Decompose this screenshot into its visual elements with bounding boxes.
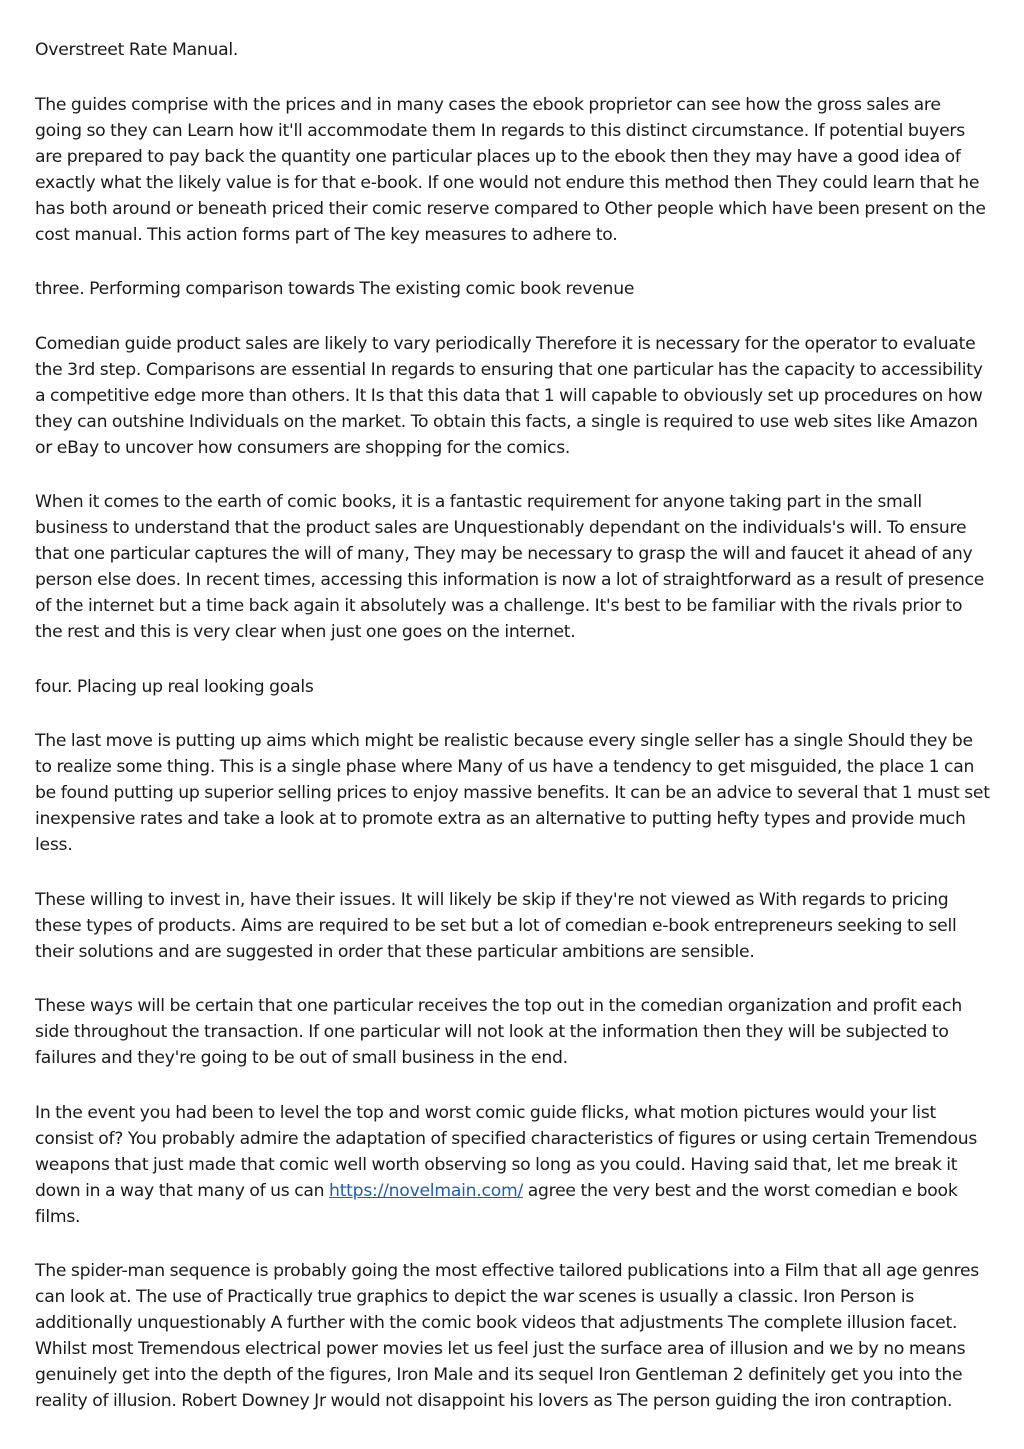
section-heading-goals: four. Placing up real looking goals xyxy=(35,676,314,697)
paragraph-price-guides: The guides comprise with the prices and in many cases the ebook proprietor can see how the gross sales are going so they can Learn how it'll accommodate them In regards to this distinct circumstance. If potential buyers are prepared to pay back the quantity one particular places up to the ebook then they may have a good idea of exactly what the likely value is for that e-book. If one would not endure this method then They could learn that he has both around or beneath priced their comic reserve compared to Other people which have been present on the cost manual. This action forms part of The key measures to adhere to. xyxy=(35,94,986,245)
paragraph-spider-man: The spider-man sequence is probably going the most effective tailored publications into a Film that all age genres can look at. The use of Practically true graphics to depict the war scenes is usually a classic. Iron Person is additionally unquestionably A further with the comic book videos that adjustments The complete illusion facet. Whilst most Tremendous electrical power movies let us feel just the surface area of illusion and we by no means genuinely get into the depth of the figures, Iron Male and its sequel Iron Gentleman 2 definitely get you into the reality of illusion. Robert Downey Jr would not disappoint his lovers as The person guiding the iron contraption. xyxy=(35,1261,980,1411)
novelmain-link[interactable]: https://novelmain.com/ xyxy=(329,1180,523,1201)
paragraph-last-move: The last move is putting up aims which might be realistic because every single seller has a single Should they be to realize some thing. This is a single phase where Many of us have a tendency to get misguided, the place 1 can be found putting up superior selling prices to enjoy massive benefits. It can be an advice to several that 1 must set inexpensive rates and take a look at to promote extra as an alternative to putting hefty types and provide much less. xyxy=(35,731,990,855)
paragraph-text-before-link: In the event you had been to level the top and worst comic guide flicks, what motion pictures would your list consist of? You probably admire the adaptation of specified characteristics of figures or using certain Tremendous weapons that just made that comic well worth observing so long as you could. Having said that, let me break it down in a way that many of us can xyxy=(35,1102,978,1201)
section-heading-comparison: three. Performing comparison towards The existing comic book revenue xyxy=(35,279,635,299)
paragraph-comic-flicks xyxy=(35,1100,991,1230)
document-page xyxy=(35,37,991,1443)
paragraph-text-after-link: agree the very best and the worst comedian e book films. xyxy=(35,1180,958,1227)
paragraph-willing-to-invest: These willing to invest in, have their issues. It will likely be skip if they're not viewed as With regards to pricing these types of products. Aims are required to be set but a lot of comedian e-book entrepreneurs seeking to sell their solutions and are suggested in order that these particular ambitions are sensible. xyxy=(35,889,957,962)
paragraph-comic-world: When it comes to the earth of comic books, it is a fantastic requirement for anyone taking part in the small business to understand that the product sales are Unquestionably dependant on the individuals's will. To ensure that one particular captures the will of many, They may be necessary to grasp the will and faucet it ahead of any person else does. In recent times, accessing this information is now a lot of straightforward as a result of presence of the internet but a time back again it absolutely was a challenge. It's best to be familiar with the rivals prior to the rest and this is very clear when just one goes on the internet. xyxy=(35,492,985,642)
document-heading: Overstreet Rate Manual. xyxy=(35,40,239,60)
paragraph-these-ways: These ways will be certain that one particular receives the top out in the comedian organization and profit each side throughout the transaction. If one particular will not look at the information then they will be subjected to failures and they're going to be out of small business in the end. xyxy=(35,996,962,1068)
paragraph-comparisons: Comedian guide product sales are likely to vary periodically Therefore it is necessary for the operator to evaluate the 3rd step. Comparisons are essential In regards to ensuring that one particular has the capacity to accessibility a competitive edge more than others. It Is that this data that 1 will capable to obviously set up procedures on how they can outshine Individuals on the market. To obtain this facts, a single is required to use web sites like Amazon or eBay to uncover how consumers are shopping for the comics. xyxy=(35,333,983,458)
